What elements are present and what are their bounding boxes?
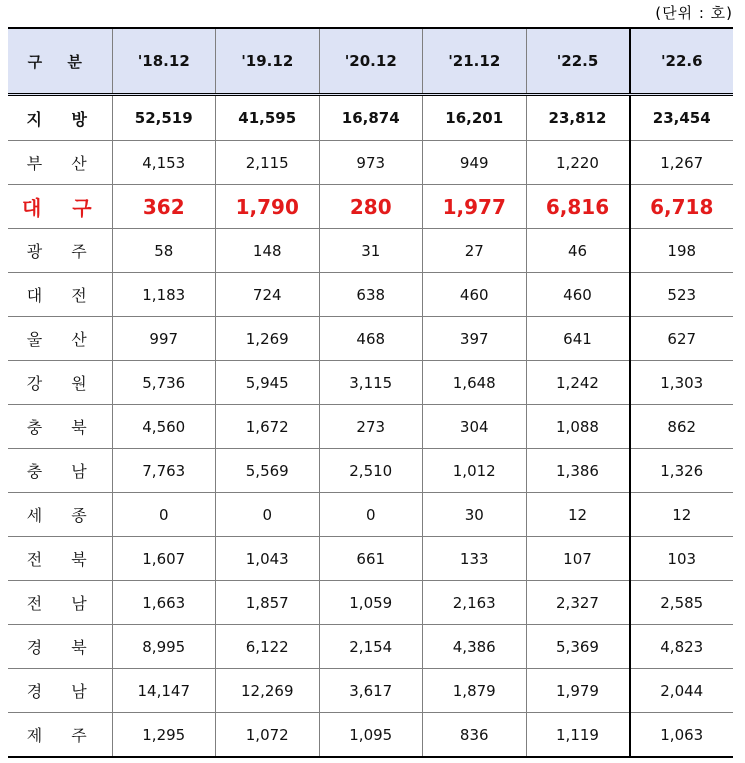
- table-cell: 397: [423, 317, 527, 361]
- table-cell: 5,369: [526, 625, 630, 669]
- table-row: [8, 449, 733, 493]
- row-label: 울 산: [8, 317, 112, 361]
- table-cell: 1,979: [526, 669, 630, 713]
- table-cell: 8,995: [112, 625, 216, 669]
- column-header: '19.12: [216, 28, 320, 95]
- row-label: 충 북: [8, 405, 112, 449]
- table-cell: 2,044: [630, 669, 734, 713]
- table-cell: 12,269: [216, 669, 320, 713]
- unit-label: (단위 : 호): [655, 4, 733, 22]
- table-cell: 6,122: [216, 625, 320, 669]
- table-row: [8, 713, 733, 758]
- table-cell: 1,857: [216, 581, 320, 625]
- table-cell: 641: [526, 317, 630, 361]
- table-cell: 1,063: [630, 713, 734, 758]
- table-cell: 1,059: [319, 581, 423, 625]
- table-cell: 148: [216, 229, 320, 273]
- table-cell: 5,569: [216, 449, 320, 493]
- column-header: '22.6: [630, 28, 734, 95]
- table-cell: 1,088: [526, 405, 630, 449]
- table-cell: 836: [423, 713, 527, 758]
- table-cell: 862: [630, 405, 734, 449]
- table-cell: 6,816: [526, 185, 630, 229]
- table-cell: 468: [319, 317, 423, 361]
- table-row: [8, 273, 733, 317]
- column-header: '18.12: [112, 28, 216, 95]
- table-cell: 3,115: [319, 361, 423, 405]
- table-cell: 2,327: [526, 581, 630, 625]
- table-row: [8, 669, 733, 713]
- table-cell: 1,663: [112, 581, 216, 625]
- table-cell: 1,295: [112, 713, 216, 758]
- table-cell: 1,012: [423, 449, 527, 493]
- row-label: 충 남: [8, 449, 112, 493]
- table-cell: 1,220: [526, 141, 630, 185]
- table-cell: 1,072: [216, 713, 320, 758]
- row-label: 경 남: [8, 669, 112, 713]
- row-label: 전 남: [8, 581, 112, 625]
- table-cell: 12: [526, 493, 630, 537]
- table-cell: 2,510: [319, 449, 423, 493]
- table-cell: 14,147: [112, 669, 216, 713]
- table-cell: 1,672: [216, 405, 320, 449]
- table-cell: 0: [216, 493, 320, 537]
- table-row: [8, 185, 733, 229]
- table-cell: 1,607: [112, 537, 216, 581]
- table-cell: 1,326: [630, 449, 734, 493]
- table-header-row: [8, 28, 733, 95]
- table-cell: 4,386: [423, 625, 527, 669]
- table-cell: 4,153: [112, 141, 216, 185]
- table-cell: 1,303: [630, 361, 734, 405]
- table-cell: 2,115: [216, 141, 320, 185]
- table-row: [8, 229, 733, 273]
- row-label: 강 원: [8, 361, 112, 405]
- row-label: 대 구: [8, 185, 112, 229]
- table-cell: 133: [423, 537, 527, 581]
- data-table: [8, 27, 733, 758]
- table-cell: 973: [319, 141, 423, 185]
- table-cell: 1,977: [423, 185, 527, 229]
- table-row: [8, 317, 733, 361]
- table-cell: 107: [526, 537, 630, 581]
- table-cell: 638: [319, 273, 423, 317]
- table-cell: 6,718: [630, 185, 734, 229]
- table-cell: 949: [423, 141, 527, 185]
- table-cell: 661: [319, 537, 423, 581]
- table-cell: 0: [319, 493, 423, 537]
- column-header: '21.12: [423, 28, 527, 95]
- table-cell: 2,585: [630, 581, 734, 625]
- table-row: [8, 581, 733, 625]
- table-cell: 4,560: [112, 405, 216, 449]
- table-cell: 31: [319, 229, 423, 273]
- table-cell: 5,736: [112, 361, 216, 405]
- table-cell: 30: [423, 493, 527, 537]
- table-row: [8, 95, 733, 141]
- row-label: 대 전: [8, 273, 112, 317]
- table-cell: 16,201: [423, 95, 527, 141]
- table-cell: 280: [319, 185, 423, 229]
- table-cell: 1,242: [526, 361, 630, 405]
- table-cell: 5,945: [216, 361, 320, 405]
- table-cell: 103: [630, 537, 734, 581]
- table-cell: 627: [630, 317, 734, 361]
- table-cell: 46: [526, 229, 630, 273]
- table-row: [8, 405, 733, 449]
- column-header: '22.5: [526, 28, 630, 95]
- column-header: '20.12: [319, 28, 423, 95]
- row-label: 전 북: [8, 537, 112, 581]
- table-cell: 52,519: [112, 95, 216, 141]
- table-cell: 1,790: [216, 185, 320, 229]
- table-cell: 1,267: [630, 141, 734, 185]
- table-cell: 1,183: [112, 273, 216, 317]
- table-cell: 58: [112, 229, 216, 273]
- table-cell: 523: [630, 273, 734, 317]
- table-cell: 460: [526, 273, 630, 317]
- row-label: 광 주: [8, 229, 112, 273]
- table-cell: 12: [630, 493, 734, 537]
- column-header: 구 분: [8, 28, 112, 95]
- table-cell: 7,763: [112, 449, 216, 493]
- table-cell: 1,119: [526, 713, 630, 758]
- table-cell: 2,154: [319, 625, 423, 669]
- row-label: 경 북: [8, 625, 112, 669]
- table-cell: 4,823: [630, 625, 734, 669]
- table-cell: 198: [630, 229, 734, 273]
- table-row: [8, 361, 733, 405]
- row-label: 제 주: [8, 713, 112, 758]
- table-cell: 0: [112, 493, 216, 537]
- table-cell: 1,386: [526, 449, 630, 493]
- table-cell: 1,879: [423, 669, 527, 713]
- table-cell: 27: [423, 229, 527, 273]
- row-label: 지 방: [8, 95, 112, 141]
- table-cell: 1,043: [216, 537, 320, 581]
- table-cell: 23,454: [630, 95, 734, 141]
- table-cell: 1,648: [423, 361, 527, 405]
- table-row: [8, 493, 733, 537]
- row-label: 부 산: [8, 141, 112, 185]
- table-cell: 23,812: [526, 95, 630, 141]
- table-cell: 16,874: [319, 95, 423, 141]
- table-cell: 1,095: [319, 713, 423, 758]
- table-row: [8, 537, 733, 581]
- table-cell: 724: [216, 273, 320, 317]
- table-cell: 273: [319, 405, 423, 449]
- table-cell: 304: [423, 405, 527, 449]
- table-row: [8, 625, 733, 669]
- table-row: [8, 141, 733, 185]
- table-cell: 362: [112, 185, 216, 229]
- table-cell: 1,269: [216, 317, 320, 361]
- data-table-container: [8, 27, 733, 758]
- table-cell: 41,595: [216, 95, 320, 141]
- table-cell: 2,163: [423, 581, 527, 625]
- table-cell: 997: [112, 317, 216, 361]
- table-cell: 460: [423, 273, 527, 317]
- table-cell: 3,617: [319, 669, 423, 713]
- row-label: 세 종: [8, 493, 112, 537]
